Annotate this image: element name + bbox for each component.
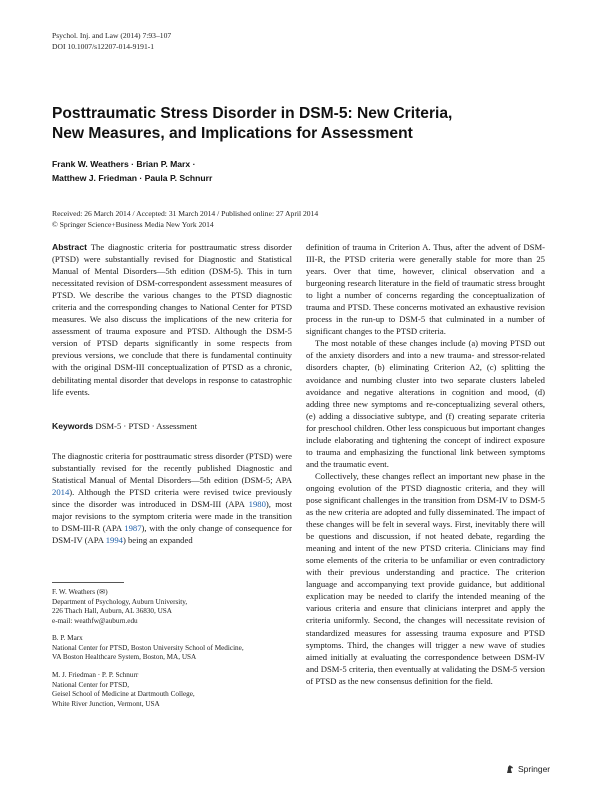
affiliation-marx: B. P. Marx National Center for PTSD, Boston University School of Medicine, VA Boston Healthcare System, Boston, MA, USA [52,634,244,662]
abstract [52,241,292,398]
paper-title [52,104,552,144]
body-paragraph: definition of trauma in Criterion A. Thus, after the advent of DSM-III-R, the PTSD criteria were generally stable for more than 25 years. Over that time, however, clinical observation and a burgeoning research literature in the field of traumatic stress brought to light a number of concerns regarding the conceptualization of trauma and PTSD. These concerns motivated an exhaustive revision process in the run-up to DSM-5 that culminated in a number of significant changes to the PTSD criteria. [306,242,545,337]
abstract-heading: Abstract [52,242,87,252]
citation-link[interactable]: 1980 [248,498,266,509]
affiliation-weathers: F. W. Weathers (✉) Department of Psychology, Auburn University, 226 Thach Hall, Auburn, AL 36830, USA e-mail: weathfw@auburn.edu [52,588,292,626]
publication-dates [52,209,552,230]
affiliation-friedman-schnurr: M. J. Friedman · P. P. Schnurr National Center for PTSD, Geisel School of Medicine at Dartmouth College, White River Junction, Vermont, USA [52,671,195,708]
keywords-heading: Keywords [52,420,94,431]
abstract-text: The diagnostic criteria for posttraumatic stress disorder (PTSD) were substantially revised for Diagnostic and Statistical Manual of Mental Disorders—5th edition (DSM-5). This in turn necessitated revision of DSM-correspondent assessment measures of PTSD. We describe the various changes to the PTSD diagnostic criteria and the corresponding changes to National Center for PTSD measures. We also discuss the implications of the new criteria for assessment of trauma exposure and PTSD. Although the DSM-5 version of PTSD departs significantly in some respects from previous versions, we conclude that there is fundamental continuity with the original DSM-III conceptualization of PTSD as a chronic, debilitating mental disorder that develops in response to catastrophic life events. [52,242,292,397]
title-line-1: Posttraumatic Stress Disorder in DSM-5: New Criteria, [52,105,453,122]
body-paragraph: The most notable of these changes include (a) moving PTSD out of the anxiety disorders and into a new trauma- and stressor-related disorders chapter, (b) eliminating Criterion A2, (c) splitting the avoidance and numbing cluster into two separate clusters labeled avoidance and negative alterations in cognition and mood, (d) adding three new symptoms and re-conceptualizing several others, (e) adding a dissociative subtype, and (f) creating separate criteria for preschool children. Other less conspicuous but important changes include elaborating and tightening the concept of indirect exposure to trauma and emphasizing the functional link between symptoms and the traumatic event. [306,338,545,469]
author-list [52,157,552,185]
footnote-divider [52,582,124,583]
author-email[interactable]: e-mail: weathfw@auburn.edu [52,616,138,625]
left-column [52,241,292,546]
springer-logo [505,764,550,774]
body-paragraph: Collectively, these changes reflect an important new phase in the ongoing evolution of the PTSD diagnostic criteria, and they will pose significant challenges in the transition from DSM-IV to DSM-5 as the new criteria are adopted and fully disseminated. The impact of these changes will be felt in several ways. First, inevitably there will be questions and discussion, if not heated debate, regarding the meaning and intent of the new PTSD criteria. Clinicians may find some elements of the criteria to be unfamiliar or even contradictory with their previous understanding and practice. The criterion language and accompanying text provide guidance, but additional explication may be needed to clarify the intended meaning of the various criteria and ensure that clinicians interpret and apply the criteria uniformly. Second, the changes will necessitate revision of standardized measures for assessing trauma exposure and PTSD symptoms. Third, the changes will trigger a new wave of studies aimed initially at evaluating the correspondence between DSM-IV and DSM-5 criteria, then eventually at validating the DSM-5 version of PTSD as the new consensus definition for the field. [306,470,545,686]
copyright-notice: © Springer Science+Business Media New York 2014 [52,219,214,229]
history-dates: Received: 26 March 2014 / Accepted: 31 March 2014 / Published online: 27 April 2014 [52,209,319,218]
authors-line-2: Matthew J. Friedman · Paula P. Schnurr [52,173,213,183]
springer-horse-icon [505,764,515,774]
right-column [306,241,545,687]
journal-header [52,31,171,52]
journal-citation: Psychol. Inj. and Law (2014) 7:93–107 [52,31,172,40]
doi-link[interactable]: DOI 10.1007/s12207-014-9191-1 [52,41,155,51]
citation-link[interactable]: 1994 [105,534,123,545]
citation-link[interactable]: 2014 [52,486,70,497]
citation-link[interactable]: 1987 [124,522,142,533]
authors-line-1: Frank W. Weathers · Brian P. Marx · [52,159,196,169]
publisher-name: Springer [518,764,551,774]
title-line-2: New Measures, and Implications for Assessment [52,125,413,142]
keywords-text: DSM-5 · PTSD · Assessment [95,420,197,431]
keywords [52,420,292,432]
intro-paragraph: The diagnostic criteria for posttraumatic stress disorder (PTSD) were substantially revised for the recently published Diagnostic and Statistical Manual of Mental Disorders—5th edition (DSM-5; APA 2014). Although the PTSD criteria were revised twice previously since the disorder was introduced in DSM-III (APA 1980), most major revisions to the symptom criteria were made in the transition to DSM-III-R (APA 1987), with the only change of consequence for DSM-IV (APA 1994) being an expanded [52,450,292,545]
